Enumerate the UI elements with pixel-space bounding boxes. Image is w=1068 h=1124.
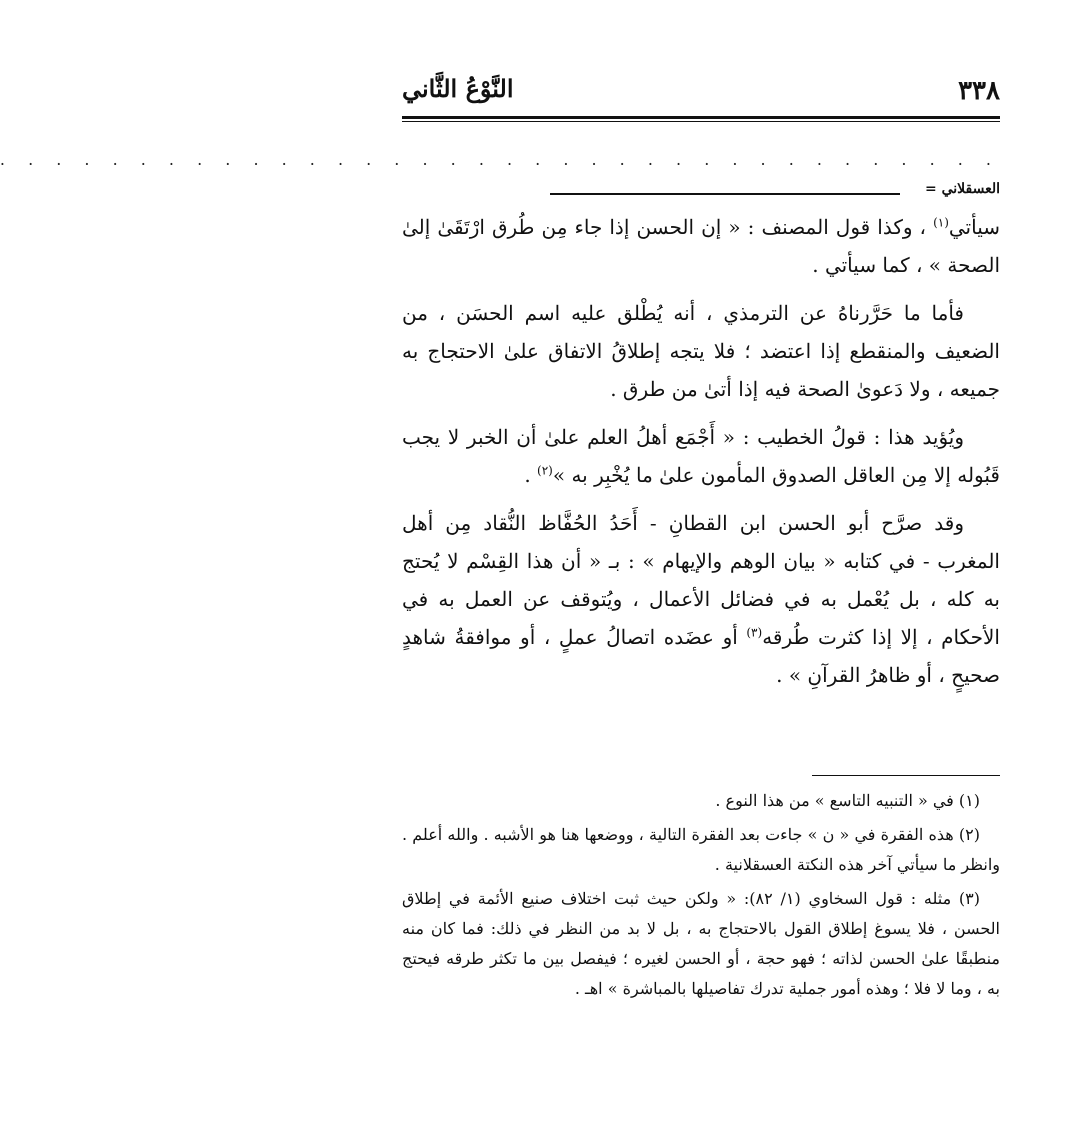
footnote-1: (١) في « التنبيه التاسع » من هذا النوع .	[715, 791, 980, 810]
running-title: النَّوْعُ الثَّاني	[402, 74, 514, 103]
header-rule-thin	[402, 121, 1000, 122]
paragraph-text: أو عضَده اتصالُ عملٍ ، أو موافقةُ شاهدٍ صحيحٍ ، أو ظاهرُ القرآنِ » .	[402, 625, 1000, 687]
footnotes	[402, 786, 1000, 1008]
page-header	[402, 72, 1000, 112]
footnote-2: (٢) هذه الفقرة في « ن » جاءت بعد الفقرة التالية ، ووضعها هنا هو الأشبه . والله أعلم . وانظر ما سيأتي آخر هذه النكتة العسقلانية .	[402, 825, 1000, 874]
footnote-3: (٣) مثله : قول السخاوي (١/ ٨٢): « ولكن حيث ثبت اختلاف صنيع الأئمة في إطلاق الحسن ، فلا يسوغ إطلاق القول بالاحتجاج به ، بل لا بد من النظر في ذلك: فما كان منه منطبقًا علىٰ الحسن لذاته ؛ فهو حجة ، أو الحسن لغيره ؛ فيفصل بين ما تكثر طرقه فيحتج به ، وما لا فلا ؛ وهذه أمور جملية تدرك تفاصيلها بالمباشرة » اهـ .	[402, 889, 1000, 998]
paragraph-1	[402, 208, 1000, 284]
page-number: ٣٣٨	[958, 76, 1000, 106]
paragraph-4	[402, 504, 1000, 694]
continuation-marker	[402, 181, 1000, 205]
paragraph-text: سيأتي	[948, 215, 1001, 239]
paragraph-text: ، وكذا قول المصنف : « إن الحسن إذا جاء مِن طُرق ارْتَقَىٰ إلىٰ الصحة » ، كما سيأتي .	[402, 215, 1000, 277]
main-text	[402, 208, 1000, 704]
footnote-ref[interactable]: (٣)	[746, 625, 763, 640]
separator-dots: . . . . . . . . . . . . . . . . . . . . . . . . . . . . . . . . . . . .	[0, 150, 1000, 169]
paragraph-text: .	[524, 463, 531, 487]
paragraph-text: فأما ما حَرَّرناهُ عن الترمذي ، أنه يُطْلق عليه اسم الحسَن ، من الضعيف والمنقطع إذا اعتضد ؛ فلا يتجه إطلاقُ الاتفاق علىٰ الاحتجاج به جميعه ، ولا دَعوىٰ الصحة فيه إذا أتىٰ من طرق .	[402, 301, 1000, 401]
continuation-label: العسقلاني =	[924, 181, 1000, 197]
header-rule	[402, 116, 1000, 119]
paragraph-text: وقد صرَّح أبو الحسن ابن القطانِ - أَحَدُ الحُفَّاظ النُّقاد مِن أهل المغرب - في كتابه « بيان الوهم والإيهام » : بـ « أن هذا القِسْم لا يُحتج به كله ، بل يُعْمل به في فضائل الأعمال ، ويُتوقف عن العمل به في الأحكام ، إلا إذا كثرت طُرقه	[402, 511, 1000, 649]
paragraph-text: ويُؤيد هذا : قولُ الخطيب : « أَجْمَع أهلُ العلم علىٰ أن الخبر لا يجب قَبُوله إلا مِن العاقل الصدوق المأمون علىٰ ما يُخْبِر به »	[402, 425, 1000, 487]
footnote-rule	[812, 775, 1000, 776]
footnote-ref[interactable]: (٢)	[537, 463, 553, 478]
paragraph-2	[402, 294, 1000, 408]
continuation-line	[550, 193, 900, 195]
paragraph-3	[402, 418, 1000, 494]
footnote-ref[interactable]: (١)	[933, 215, 949, 230]
